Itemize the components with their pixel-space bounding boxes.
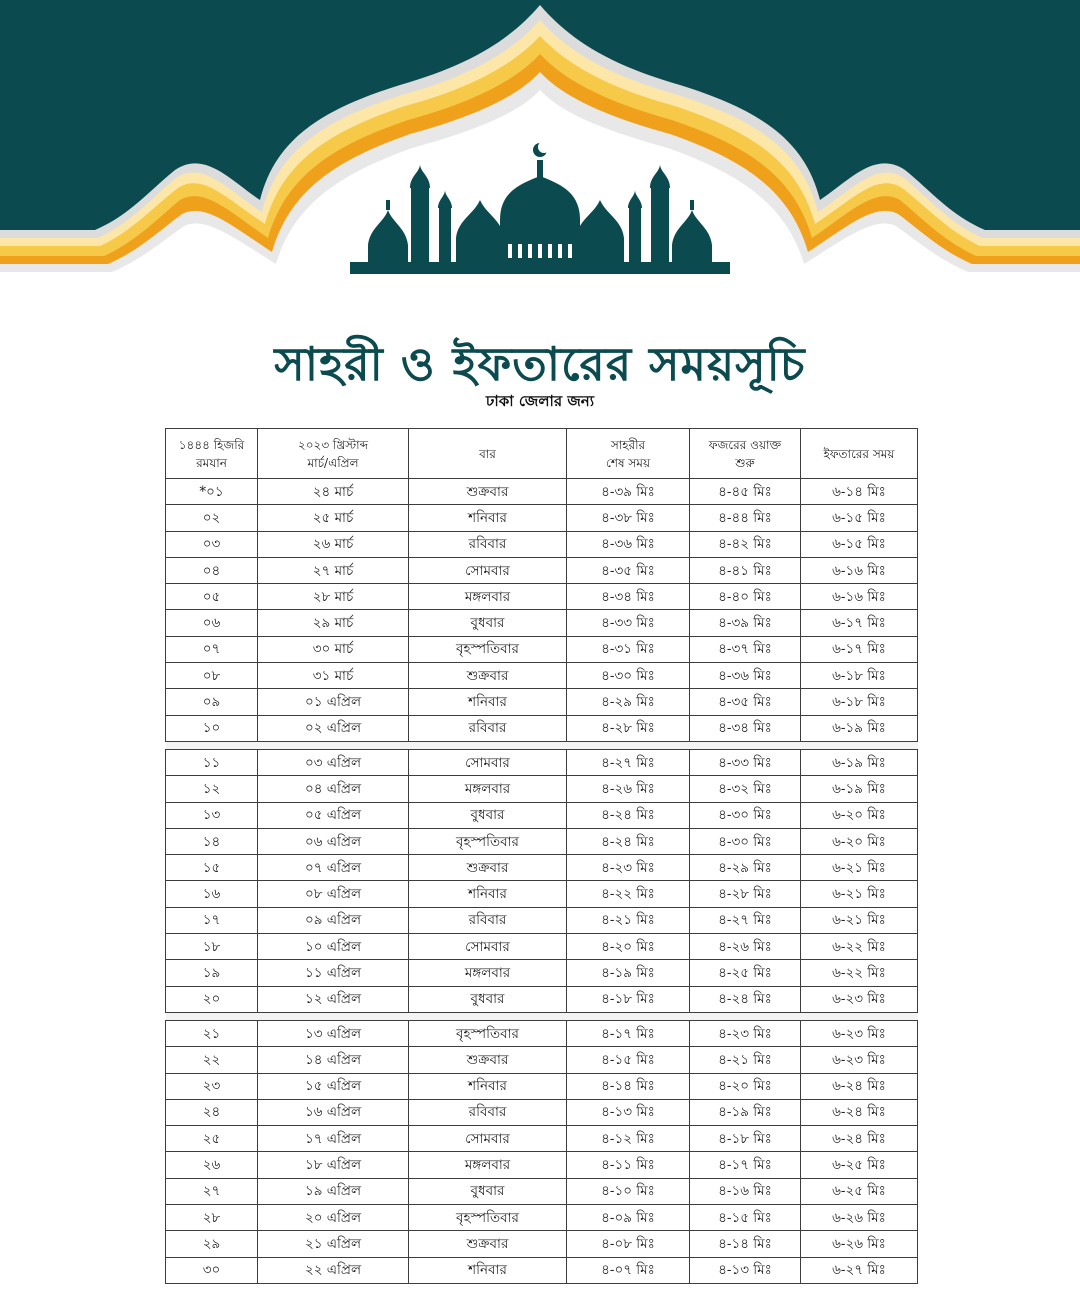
table-row [166,855,918,881]
cell-hijri: ১৭ [166,907,258,933]
cell-fajr: ৪-১৫ মিঃ [690,1205,801,1231]
cell-day: বুধবার [409,986,567,1012]
header-hijri-line2: রমযান [196,455,227,470]
cell-date: ১৯ এপ্রিল [258,1178,409,1204]
table-row [166,802,918,828]
cell-hijri: ২৪ [166,1099,258,1125]
cell-iftar: ৬-১৭ মিঃ [801,610,918,636]
cell-date: ২৯ মার্চ [258,610,409,636]
cell-sahri: ৪-৩৯ মিঃ [567,479,690,505]
cell-iftar: ৬-২১ মিঃ [801,855,918,881]
cell-date: ১০ এপ্রিল [258,934,409,960]
header-fajr [690,429,801,479]
cell-date: ২১ এপ্রিল [258,1231,409,1257]
cell-iftar: ৬-২০ মিঃ [801,828,918,854]
table-row [166,1099,918,1125]
cell-date: ২০ এপ্রিল [258,1205,409,1231]
cell-hijri: ১৮ [166,934,258,960]
cell-fajr: ৪-২৭ মিঃ [690,907,801,933]
cell-date: ১৭ এপ্রিল [258,1126,409,1152]
cell-day: শুক্রবার [409,855,567,881]
cell-sahri: ৪-৩৪ মিঃ [567,584,690,610]
cell-iftar: ৬-১৯ মিঃ [801,715,918,741]
table-row [166,986,918,1012]
cell-day: রবিবার [409,715,567,741]
divider-cell [166,741,918,749]
cell-fajr: ৪-৩২ মিঃ [690,776,801,802]
cell-sahri: ৪-২৯ মিঃ [567,689,690,715]
header-hijri-line1: ১৪৪৪ হিজরি [178,437,245,452]
table-row [166,1020,918,1046]
cell-date: ১৫ এপ্রিল [258,1073,409,1099]
cell-hijri: ০৯ [166,689,258,715]
cell-fajr: ৪-১৭ মিঃ [690,1152,801,1178]
cell-fajr: ৪-২০ মিঃ [690,1073,801,1099]
cell-sahri: ৪-৩৩ মিঃ [567,610,690,636]
divider-cell [166,1012,918,1020]
cell-day: সোমবার [409,934,567,960]
cell-iftar: ৬-২৩ মিঃ [801,986,918,1012]
cell-iftar: ৬-২২ মিঃ [801,960,918,986]
cell-day: শনিবার [409,1073,567,1099]
cell-date: ১৬ এপ্রিল [258,1099,409,1125]
table-section-divider [166,741,918,749]
cell-date: ২৪ মার্চ [258,479,409,505]
cell-day: সোমবার [409,557,567,583]
cell-day: রবিবার [409,907,567,933]
cell-day: মঙ্গলবার [409,960,567,986]
table-row [166,689,918,715]
cell-hijri: ১২ [166,776,258,802]
cell-date: ১৮ এপ্রিল [258,1152,409,1178]
cell-hijri: ৩০ [166,1257,258,1283]
cell-iftar: ৬-২৪ মিঃ [801,1126,918,1152]
cell-iftar: ৬-২০ মিঃ [801,802,918,828]
cell-hijri: ১৩ [166,802,258,828]
cell-fajr: ৪-৩০ মিঃ [690,802,801,828]
cell-day: বৃহস্পতিবার [409,1020,567,1046]
cell-iftar: ৬-১৫ মিঃ [801,531,918,557]
cell-date: ২৮ মার্চ [258,584,409,610]
table-row [166,776,918,802]
cell-day: মঙ্গলবার [409,1152,567,1178]
header-date-line2: মার্চ/এপ্রিল [307,455,359,470]
cell-hijri: *০১ [166,479,258,505]
cell-day: শনিবার [409,1257,567,1283]
cell-fajr: ৪-১৬ মিঃ [690,1178,801,1204]
cell-day: রবিবার [409,531,567,557]
cell-fajr: ৪-১৩ মিঃ [690,1257,801,1283]
cell-day: শনিবার [409,505,567,531]
cell-iftar: ৬-১৫ মিঃ [801,505,918,531]
cell-fajr: ৪-২৩ মিঃ [690,1020,801,1046]
table-row [166,505,918,531]
cell-iftar: ৬-১৪ মিঃ [801,479,918,505]
cell-sahri: ৪-২০ মিঃ [567,934,690,960]
cell-date: ০৫ এপ্রিল [258,802,409,828]
cell-day: মঙ্গলবার [409,584,567,610]
cell-fajr: ৪-৩০ মিঃ [690,828,801,854]
cell-sahri: ৪-০৮ মিঃ [567,1231,690,1257]
cell-iftar: ৬-২১ মিঃ [801,907,918,933]
cell-date: ০১ এপ্রিল [258,689,409,715]
table-row [166,907,918,933]
cell-hijri: ১৪ [166,828,258,854]
cell-hijri: ১৯ [166,960,258,986]
cell-hijri: ১১ [166,749,258,775]
cell-iftar: ৬-২১ মিঃ [801,881,918,907]
header-iftar [801,429,918,479]
table-row [166,960,918,986]
cell-fajr: ৪-৪১ মিঃ [690,557,801,583]
cell-sahri: ৪-১৫ মিঃ [567,1047,690,1073]
cell-date: ১৪ এপ্রিল [258,1047,409,1073]
header-date-line1: ২০২৩ খ্রিস্টাব্দ [297,437,369,452]
cell-date: ০২ এপ্রিল [258,715,409,741]
cell-iftar: ৬-২৫ মিঃ [801,1178,918,1204]
cell-day: শনিবার [409,881,567,907]
cell-hijri: ১৫ [166,855,258,881]
cell-iftar: ৬-২৩ মিঃ [801,1047,918,1073]
cell-sahri: ৪-২৬ মিঃ [567,776,690,802]
cell-date: ১১ এপ্রিল [258,960,409,986]
cell-iftar: ৬-২৭ মিঃ [801,1257,918,1283]
cell-fajr: ৪-২৫ মিঃ [690,960,801,986]
cell-hijri: ২০ [166,986,258,1012]
header-fajr-line2: শুরু [735,455,755,470]
cell-iftar: ৬-১৯ মিঃ [801,749,918,775]
cell-date: ০৮ এপ্রিল [258,881,409,907]
table-row [166,1178,918,1204]
table-row [166,1126,918,1152]
cell-sahri: ৪-২৪ মিঃ [567,828,690,854]
cell-hijri: ২১ [166,1020,258,1046]
cell-sahri: ৪-২১ মিঃ [567,907,690,933]
cell-hijri: ২৭ [166,1178,258,1204]
cell-fajr: ৪-২৯ মিঃ [690,855,801,881]
table-row [166,715,918,741]
cell-iftar: ৬-২৪ মিঃ [801,1099,918,1125]
cell-date: ২৫ মার্চ [258,505,409,531]
header-sahri [567,429,690,479]
cell-day: শনিবার [409,689,567,715]
schedule-body [166,479,918,1284]
header-fajr-line1: ফজরের ওয়াক্ত [708,437,782,452]
cell-sahri: ৪-১৪ মিঃ [567,1073,690,1099]
cell-hijri: ২৫ [166,1126,258,1152]
page-title: সাহরী ও ইফতারের সময়সূচি [274,337,806,391]
cell-iftar: ৬-২২ মিঃ [801,934,918,960]
cell-day: শুক্রবার [409,663,567,689]
cell-sahri: ৪-৩১ মিঃ [567,636,690,662]
table-row [166,1152,918,1178]
cell-fajr: ৪-৩৩ মিঃ [690,749,801,775]
mosque-header-banner [0,0,1080,300]
cell-hijri: ২৬ [166,1152,258,1178]
cell-date: ১২ এপ্রিল [258,986,409,1012]
cell-fajr: ৪-১৮ মিঃ [690,1126,801,1152]
cell-day: শুক্রবার [409,1047,567,1073]
cell-fajr: ৪-২৪ মিঃ [690,986,801,1012]
cell-sahri: ৪-১৯ মিঃ [567,960,690,986]
cell-sahri: ৪-৩৬ মিঃ [567,531,690,557]
header-day [409,429,567,479]
cell-fajr: ৪-২৮ মিঃ [690,881,801,907]
cell-day: বৃহস্পতিবার [409,828,567,854]
cell-sahri: ৪-১২ মিঃ [567,1126,690,1152]
cell-iftar: ৬-২৬ মিঃ [801,1231,918,1257]
cell-date: ৩০ মার্চ [258,636,409,662]
table-row [166,1047,918,1073]
cell-fajr: ৪-৪২ মিঃ [690,531,801,557]
cell-sahri: ৪-০৭ মিঃ [567,1257,690,1283]
cell-iftar: ৬-২৬ মিঃ [801,1205,918,1231]
table-row [166,557,918,583]
table-row [166,531,918,557]
cell-hijri: ২৩ [166,1073,258,1099]
cell-iftar: ৬-১৭ মিঃ [801,636,918,662]
cell-date: ০৯ এপ্রিল [258,907,409,933]
cell-iftar: ৬-২৩ মিঃ [801,1020,918,1046]
table-row [166,610,918,636]
cell-day: রবিবার [409,1099,567,1125]
cell-date: ০৪ এপ্রিল [258,776,409,802]
cell-day: বুধবার [409,802,567,828]
cell-day: শুক্রবার [409,479,567,505]
cell-date: ০৬ এপ্রিল [258,828,409,854]
table-row [166,934,918,960]
cell-day: শুক্রবার [409,1231,567,1257]
cell-sahri: ৪-২৭ মিঃ [567,749,690,775]
cell-fajr: ৪-৩৫ মিঃ [690,689,801,715]
cell-sahri: ৪-২২ মিঃ [567,881,690,907]
cell-sahri: ৪-১০ মিঃ [567,1178,690,1204]
table-header-row [166,429,918,479]
cell-sahri: ৪-২৮ মিঃ [567,715,690,741]
cell-day: বৃহস্পতিবার [409,1205,567,1231]
header-day-label: বার [479,446,496,461]
cell-hijri: ২৯ [166,1231,258,1257]
cell-iftar: ৬-১৬ মিঃ [801,557,918,583]
cell-hijri: ০৭ [166,636,258,662]
table-row [166,881,918,907]
table-row [166,584,918,610]
table-row [166,1073,918,1099]
cell-date: ০৩ এপ্রিল [258,749,409,775]
cell-iftar: ৬-২৪ মিঃ [801,1073,918,1099]
cell-iftar: ৬-১৮ মিঃ [801,663,918,689]
cell-hijri: ০৮ [166,663,258,689]
cell-sahri: ৪-৩০ মিঃ [567,663,690,689]
cell-hijri: ০৬ [166,610,258,636]
cell-fajr: ৪-২১ মিঃ [690,1047,801,1073]
cell-fajr: ৪-১৯ মিঃ [690,1099,801,1125]
cell-fajr: ৪-৩৬ মিঃ [690,663,801,689]
cell-date: ২৭ মার্চ [258,557,409,583]
header-date [258,429,409,479]
cell-hijri: ০২ [166,505,258,531]
cell-day: মঙ্গলবার [409,776,567,802]
header-hijri [166,429,258,479]
cell-fajr: ৪-৪৪ মিঃ [690,505,801,531]
header-iftar-label: ইফতারের সময় [823,446,895,461]
cell-day: সোমবার [409,1126,567,1152]
cell-day: বুধবার [409,1178,567,1204]
cell-date: ২২ এপ্রিল [258,1257,409,1283]
cell-day: বৃহস্পতিবার [409,636,567,662]
cell-fajr: ৪-২৬ মিঃ [690,934,801,960]
cell-iftar: ৬-১৮ মিঃ [801,689,918,715]
cell-sahri: ৪-৩৮ মিঃ [567,505,690,531]
cell-hijri: ০৫ [166,584,258,610]
cell-fajr: ৪-৩৪ মিঃ [690,715,801,741]
cell-date: ২৬ মার্চ [258,531,409,557]
cell-fajr: ৪-৪০ মিঃ [690,584,801,610]
header-sahri-line1: সাহরীর [610,437,646,452]
cell-date: ০৭ এপ্রিল [258,855,409,881]
table-row [166,1257,918,1283]
table-row [166,1231,918,1257]
cell-hijri: ১৬ [166,881,258,907]
cell-sahri: ৪-১৭ মিঃ [567,1020,690,1046]
cell-fajr: ৪-৩৯ মিঃ [690,610,801,636]
cell-hijri: ২৮ [166,1205,258,1231]
cell-sahri: ৪-১৩ মিঃ [567,1099,690,1125]
cell-sahri: ৪-২৪ মিঃ [567,802,690,828]
cell-iftar: ৬-১৯ মিঃ [801,776,918,802]
cell-fajr: ৪-১৪ মিঃ [690,1231,801,1257]
cell-iftar: ৬-১৬ মিঃ [801,584,918,610]
schedule-table [165,428,918,1284]
cell-day: বুধবার [409,610,567,636]
cell-sahri: ৪-০৯ মিঃ [567,1205,690,1231]
table-row [166,749,918,775]
cell-iftar: ৬-২৫ মিঃ [801,1152,918,1178]
cell-fajr: ৪-৪৫ মিঃ [690,479,801,505]
table-row [166,479,918,505]
table-section-divider [166,1012,918,1020]
page-subtitle: ঢাকা জেলার জন্য [485,392,595,410]
table-row [166,636,918,662]
cell-date: ১৩ এপ্রিল [258,1020,409,1046]
cell-hijri: ০৩ [166,531,258,557]
cell-sahri: ৪-২৩ মিঃ [567,855,690,881]
cell-hijri: ০৪ [166,557,258,583]
table-row [166,1205,918,1231]
header-sahri-line2: শেষ সময় [605,455,651,470]
cell-sahri: ৪-৩৫ মিঃ [567,557,690,583]
cell-hijri: ১০ [166,715,258,741]
cell-fajr: ৪-৩৭ মিঃ [690,636,801,662]
cell-sahri: ৪-১১ মিঃ [567,1152,690,1178]
cell-hijri: ২২ [166,1047,258,1073]
table-row [166,828,918,854]
cell-date: ৩১ মার্চ [258,663,409,689]
table-row [166,663,918,689]
cell-day: সোমবার [409,749,567,775]
cell-sahri: ৪-১৮ মিঃ [567,986,690,1012]
